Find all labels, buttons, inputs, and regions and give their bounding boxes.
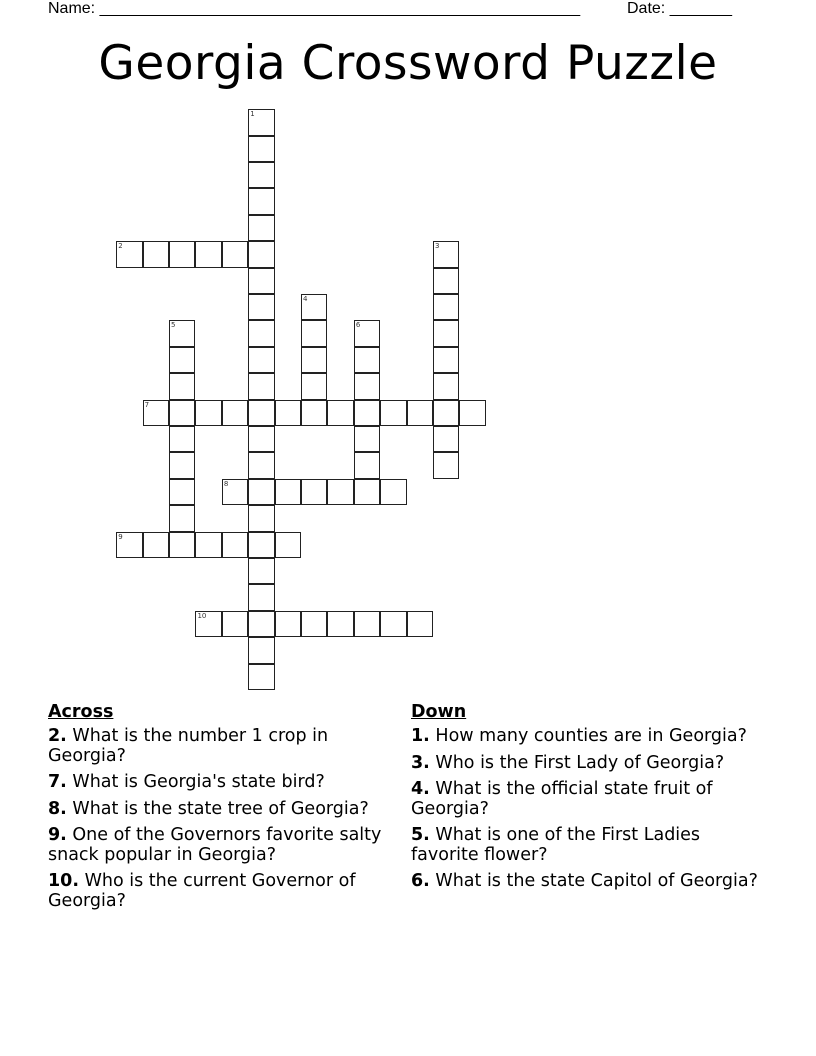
grid-cell[interactable]: [222, 611, 248, 637]
cell-number: 7: [144, 400, 150, 409]
clue-number: 5.: [411, 825, 430, 845]
grid-cell[interactable]: [275, 479, 301, 505]
grid-cell[interactable]: [222, 241, 248, 267]
grid-cell[interactable]: [143, 400, 169, 426]
grid-cell[interactable]: [433, 347, 459, 373]
grid-cell[interactable]: [354, 320, 380, 346]
clue-number: 8.: [48, 798, 67, 819]
cell-number: 4: [303, 295, 308, 304]
grid-cell[interactable]: [433, 241, 459, 267]
clue-text: What is the state tree of Georgia?: [72, 798, 369, 819]
grid-cell[interactable]: [248, 241, 274, 267]
clue-number: 10.: [48, 871, 80, 891]
page-title: Georgia Crossword Puzzle: [98, 36, 718, 91]
cell-number: 3: [435, 242, 440, 251]
grid-cell[interactable]: [248, 664, 274, 690]
grid-cell[interactable]: [301, 347, 327, 373]
clue-number: 3.: [411, 752, 430, 773]
grid-cell[interactable]: [116, 532, 142, 558]
grid-cell[interactable]: [354, 400, 380, 426]
grid-cell[interactable]: [248, 373, 274, 399]
cell-number: 8: [223, 479, 229, 488]
grid-cell[interactable]: [195, 532, 221, 558]
clue-number: 7.: [48, 772, 67, 792]
grid-cell[interactable]: [275, 400, 301, 426]
grid-cell[interactable]: [169, 479, 195, 505]
across-heading: Across: [48, 702, 114, 722]
grid-cell[interactable]: [354, 373, 380, 399]
grid-cell[interactable]: [327, 611, 353, 637]
cell-number: 10: [197, 611, 207, 620]
cell-number: 5: [171, 321, 176, 330]
grid-cell[interactable]: [248, 611, 274, 637]
grid-cell[interactable]: [195, 611, 221, 637]
grid-cell[interactable]: [433, 320, 459, 346]
grid-cell[interactable]: [248, 109, 274, 135]
grid-cell[interactable]: [169, 426, 195, 452]
grid-cell[interactable]: [248, 268, 274, 294]
grid-cell[interactable]: [248, 215, 274, 241]
grid-cell[interactable]: [327, 400, 353, 426]
clue-text: One of the Governors favorite salty snack popular in Georgia?: [48, 825, 382, 865]
clue-down-1: [411, 727, 761, 747]
grid-cell[interactable]: [248, 347, 274, 373]
grid-cell[interactable]: [248, 479, 274, 505]
grid-cell[interactable]: [248, 584, 274, 610]
grid-cell[interactable]: [301, 373, 327, 399]
grid-cell[interactable]: [433, 400, 459, 426]
grid-cell[interactable]: [275, 611, 301, 637]
grid-cell[interactable]: [169, 241, 195, 267]
grid-cell[interactable]: [248, 400, 274, 426]
grid-cell[interactable]: [169, 452, 195, 478]
cell-number: 6: [355, 321, 361, 330]
grid-cell[interactable]: [301, 294, 327, 320]
grid-cell[interactable]: [222, 400, 248, 426]
grid-cell[interactable]: [169, 347, 195, 373]
grid-cell[interactable]: [354, 479, 380, 505]
grid-cell[interactable]: [433, 294, 459, 320]
grid-cell[interactable]: [169, 505, 195, 531]
clue-text: What is one of the First Ladies favorite flower?: [411, 825, 701, 865]
grid-cell[interactable]: [248, 188, 274, 214]
grid-cell[interactable]: [301, 400, 327, 426]
clue-text: What is Georgia's state bird?: [72, 772, 325, 792]
grid-cell[interactable]: [354, 611, 380, 637]
clue-across-8: [48, 800, 388, 820]
grid-cell[interactable]: [222, 479, 248, 505]
clue-number: 1.: [411, 726, 430, 746]
grid-cell[interactable]: [354, 452, 380, 478]
grid-cell[interactable]: [433, 268, 459, 294]
clue-across-10: [48, 872, 388, 911]
name-field-label[interactable]: Name: ______________________________________________________: [48, 0, 581, 17]
grid-cell[interactable]: [301, 479, 327, 505]
clue-number: 4.: [411, 779, 430, 799]
clue-text: What is the state Capitol of Georgia?: [435, 871, 758, 891]
clue-number: 2.: [48, 726, 67, 746]
clue-text: What is the number 1 crop in Georgia?: [48, 726, 329, 766]
clue-text: How many counties are in Georgia?: [435, 726, 747, 746]
grid-cell[interactable]: [143, 241, 169, 267]
clue-down-6: [411, 872, 761, 892]
grid-cell[interactable]: [116, 241, 142, 267]
grid-cell[interactable]: [248, 532, 274, 558]
date-field-label[interactable]: Date: _______: [627, 0, 732, 17]
grid-cell[interactable]: [354, 426, 380, 452]
grid-cell[interactable]: [248, 294, 274, 320]
grid-cell[interactable]: [433, 373, 459, 399]
clue-down-4: [411, 780, 761, 819]
clue-across-2: [48, 727, 388, 766]
grid-cell[interactable]: [169, 400, 195, 426]
grid-cell[interactable]: [169, 532, 195, 558]
grid-cell[interactable]: [327, 479, 353, 505]
grid-cell[interactable]: [248, 136, 274, 162]
across-clues: [48, 702, 388, 918]
clue-number: 9.: [48, 825, 67, 845]
grid-cell[interactable]: [222, 532, 248, 558]
grid-cell[interactable]: [459, 400, 485, 426]
grid-cell[interactable]: [169, 320, 195, 346]
clue-across-9: [48, 826, 388, 865]
grid-cell[interactable]: [301, 320, 327, 346]
down-clues: [411, 702, 761, 899]
grid-cell[interactable]: [248, 505, 274, 531]
grid-cell[interactable]: [169, 373, 195, 399]
clue-text: Who is the First Lady of Georgia?: [435, 752, 725, 773]
grid-cell[interactable]: [301, 611, 327, 637]
grid-cell[interactable]: [380, 479, 406, 505]
clue-text: What is the official state fruit of Georgia?: [411, 779, 713, 819]
clue-text: Who is the current Governor of Georgia?: [48, 871, 356, 911]
down-heading: Down: [411, 702, 467, 722]
grid-cell[interactable]: [354, 347, 380, 373]
cell-number: 9: [118, 532, 123, 541]
clue-number: 6.: [411, 871, 430, 891]
grid-cell[interactable]: [248, 426, 274, 452]
grid-cell[interactable]: [275, 532, 301, 558]
grid-cell[interactable]: [195, 241, 221, 267]
clue-down-5: [411, 826, 761, 865]
grid-cell[interactable]: [143, 532, 169, 558]
grid-cell[interactable]: [248, 637, 274, 663]
grid-cell[interactable]: [248, 162, 274, 188]
crossword-grid: [117, 110, 517, 700]
grid-cell[interactable]: [248, 452, 274, 478]
cell-number: 2: [118, 242, 123, 251]
clue-across-7: [48, 773, 388, 793]
cell-number: 1: [250, 110, 255, 119]
grid-cell[interactable]: [195, 400, 221, 426]
grid-cell[interactable]: [407, 611, 433, 637]
grid-cell[interactable]: [433, 426, 459, 452]
grid-cell[interactable]: [433, 452, 459, 478]
grid-cell[interactable]: [248, 558, 274, 584]
grid-cell[interactable]: [407, 400, 433, 426]
clue-down-3: [411, 754, 761, 774]
grid-cell[interactable]: [380, 611, 406, 637]
grid-cell[interactable]: [380, 400, 406, 426]
grid-cell[interactable]: [248, 320, 274, 346]
